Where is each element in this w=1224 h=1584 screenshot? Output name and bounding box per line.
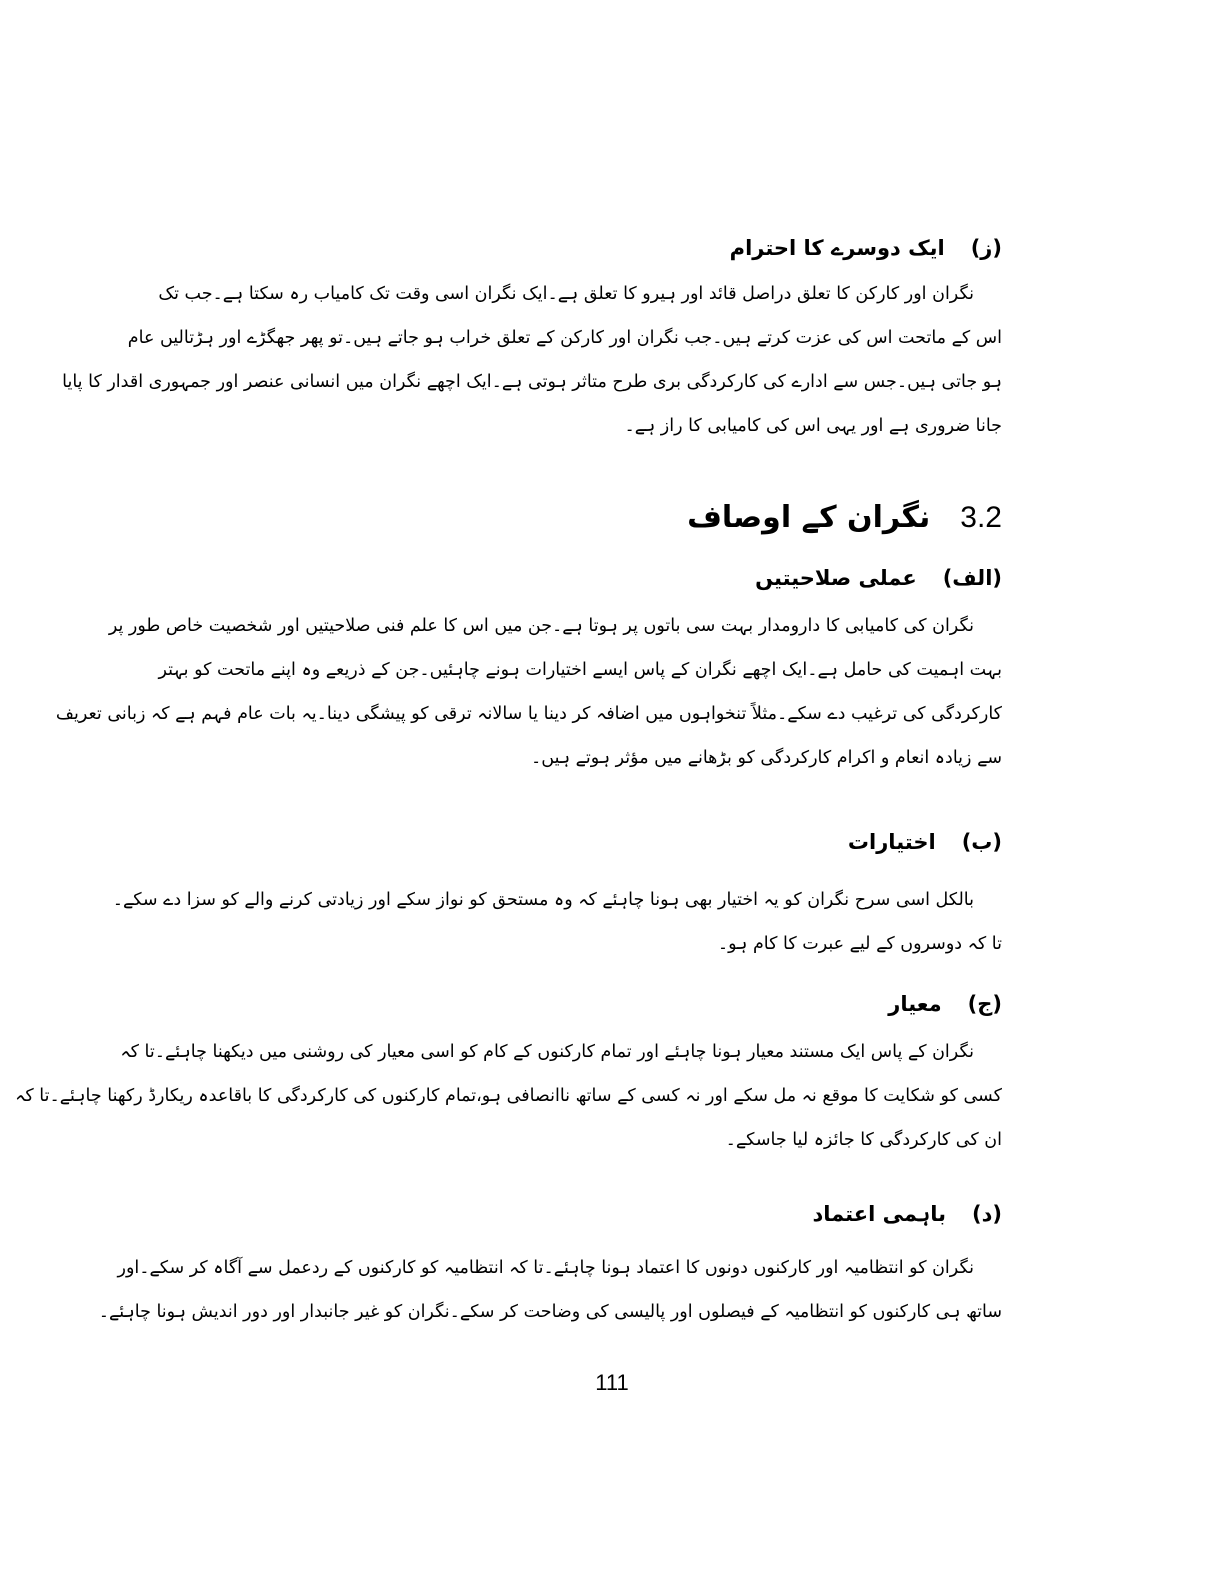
paragraph-line: کارکردگی کی ترغیب دے سکے۔مثلاً تنخواہوں میں اضافہ کر دینا یا سالانہ ترقی کو پیشگی دینا۔یہ بات عام فہم ہے کہ زبانی تعریف xyxy=(55,704,1002,724)
paragraph-practical-skills xyxy=(55,604,1002,780)
paragraph-line: ہو جاتی ہیں۔جس سے ادارے کی کارکردگی بری طرح متاثر ہوتی ہے۔ایک اچھے نگران میں انسانی عنصر اور جمہوری اقدار کا پایا xyxy=(62,372,1002,392)
paragraph-line: نگران کو انتظامیہ اور کارکنوں دونوں کا اعتماد ہونا چاہئے۔تا کہ انتظامیہ کو کارکنوں کے ردعمل سے آگاہ کر سکے۔اور xyxy=(117,1258,974,1278)
subheading-daal xyxy=(812,1202,1002,1226)
paragraph-line: نگران کی کامیابی کا دارومدار بہت سی باتوں پر ہوتا ہے۔جن میں اس کا علم فنی صلاحیتیں اور شخصیت خاص طور پر xyxy=(108,616,974,636)
subheading-marker: (الف) xyxy=(942,566,1002,590)
paragraph-line: نگران کے پاس ایک مستند معیار ہونا چاہئے اور تمام کارکنوں کے کام کو اسی معیار کی روشنی میں دیکھنا چاہئے۔تا کہ xyxy=(120,1042,974,1062)
subheading-jeem xyxy=(888,992,1002,1016)
subheading-title: عملی صلاحیتیں xyxy=(755,566,917,590)
paragraph-line: سے زیادہ انعام و اکرام کارکردگی کو بڑھانے میں مؤثر ہوتے ہیں۔ xyxy=(531,748,1002,768)
section-title-3-2 xyxy=(687,500,1002,535)
paragraph-standard xyxy=(15,1030,1002,1162)
paragraph-mutual-respect xyxy=(62,272,1002,448)
paragraph-line: نگران اور کارکن کا تعلق دراصل قائد اور ہیرو کا تعلق ہے۔ایک نگران اسی وقت تک کامیاب رہ سکتا ہے۔جب تک xyxy=(158,284,974,304)
section-number: 3.2 xyxy=(960,501,1002,534)
paragraph-mutual-trust xyxy=(98,1246,1002,1334)
paragraph-line: ساتھ ہی کارکنوں کو انتظامیہ کے فیصلوں اور پالیسی کی وضاحت کر سکے۔نگران کو غیر جانبدار اور دور اندیش ہونا چاہئے۔ xyxy=(98,1302,1002,1322)
subheading-title: ایک دوسرے کا احترام xyxy=(729,236,945,260)
paragraph-line: بہت اہمیت کی حامل ہے۔ایک اچھے نگران کے پاس ایسے اختیارات ہونے چاہئیں۔جن کے ذریعے وہ اپنے ماتحت کو بہتر xyxy=(158,660,1002,680)
subheading-title: اختیارات xyxy=(847,830,936,854)
paragraph-authority xyxy=(112,878,1002,966)
subheading-marker: (ج) xyxy=(967,992,1002,1016)
paragraph-line: اس کے ماتحت اس کی عزت کرتے ہیں۔جب نگران اور کارکن کے تعلق خراب ہو جاتے ہیں۔تو پھر جھگڑے اور ہڑتالیں عام xyxy=(127,328,1002,348)
subheading-title: باہمی اعتماد xyxy=(812,1202,947,1226)
subheading-alif xyxy=(755,566,1002,590)
section-title-text: نگران کے اوصاف xyxy=(687,500,931,535)
subheading-title: معیار xyxy=(888,992,942,1016)
paragraph-line: تا کہ دوسروں کے لیے عبرت کا کام ہو۔ xyxy=(717,934,1002,954)
subheading-marker: (ز) xyxy=(970,236,1002,260)
page-number: 111 xyxy=(595,1370,629,1395)
paragraph-line: کسی کو شکایت کا موقع نہ مل سکے اور نہ کسی کے ساتھ ناانصافی ہو،تمام کارکنوں کی کارکردگی کا باقاعدہ ریکارڈ رکھنا چاہئے۔تا کہ xyxy=(15,1086,1002,1106)
paragraph-line: بالکل اسی سرح نگران کو یہ اختیار بھی ہونا چاہئے کہ وہ مستحق کو نواز سکے اور زیادتی کرنے والے کو سزا دے سکے۔ xyxy=(112,890,974,910)
paragraph-line: ان کی کارکردگی کا جائزہ لیا جاسکے۔ xyxy=(725,1130,1002,1150)
subheading-z xyxy=(730,236,1002,260)
subheading-be xyxy=(848,830,1002,854)
paragraph-line: جانا ضروری ہے اور یہی اس کی کامیابی کا راز ہے۔ xyxy=(624,416,1002,436)
subheading-marker: (ب) xyxy=(961,830,1002,854)
subheading-marker: (د) xyxy=(972,1202,1002,1226)
